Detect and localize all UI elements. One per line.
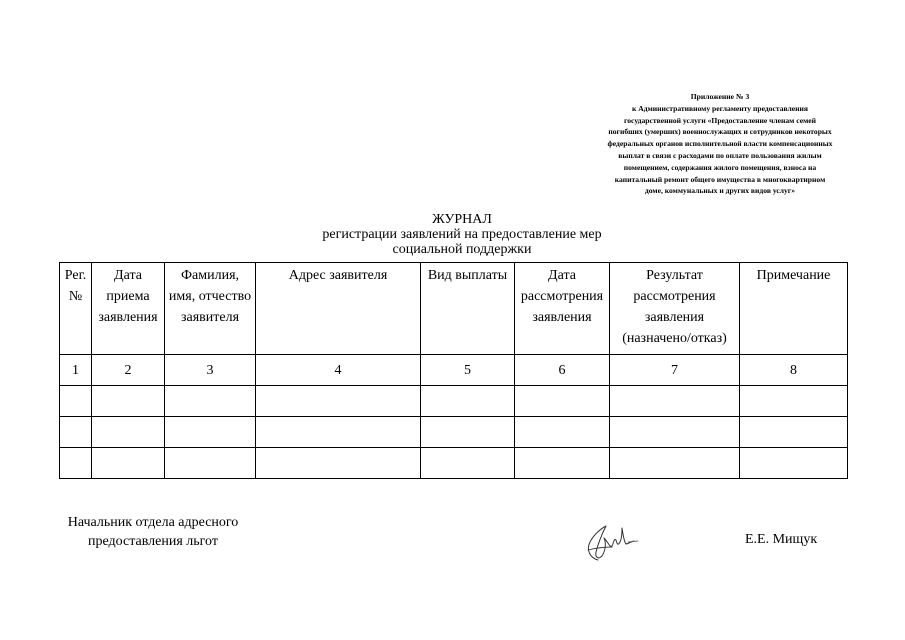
appendix-note: [560, 91, 880, 197]
appendix-line: доме, коммунальных и других видов услуг»: [644, 186, 796, 196]
appendix-line: государственной услуги «Предоставление членам семей: [624, 115, 816, 125]
column-header-address: Адрес заявителя: [256, 263, 421, 355]
appendix-line: к Административному регламенту предоставления: [632, 103, 808, 113]
table-cell: [92, 386, 165, 417]
table-cell: [92, 417, 165, 448]
table-cell: [165, 417, 256, 448]
table-cell: [421, 448, 515, 479]
column-number: 5: [421, 355, 515, 386]
column-header-note: Примечание: [740, 263, 848, 355]
column-header-date-received: Дата приема заявления: [92, 263, 165, 355]
column-header-reg-no: Рег. №: [60, 263, 92, 355]
table-cell: [256, 417, 421, 448]
column-number: 4: [256, 355, 421, 386]
table-cell: [60, 448, 92, 479]
table-cell: [740, 386, 848, 417]
table-cell: [610, 417, 740, 448]
appendix-line: погибших (умерших) военнослужащих и сотрудников некоторых: [608, 127, 832, 137]
column-number: 3: [165, 355, 256, 386]
table-cell: [515, 386, 610, 417]
table-cell: [515, 448, 610, 479]
table-cell: [740, 417, 848, 448]
column-number: 8: [740, 355, 848, 386]
table-cell: [165, 386, 256, 417]
table-cell: [60, 386, 92, 417]
position-line: предоставления льгот: [88, 534, 218, 549]
table-cell: [421, 386, 515, 417]
journal-subtitle: регистрации заявлений на предоставление мер: [322, 227, 602, 242]
column-number-row: [60, 355, 848, 386]
position-line: Начальник отдела адресного: [67, 515, 239, 530]
table-header-row: [60, 263, 848, 355]
column-header-full-name: Фамилия, имя, отчество заявителя: [165, 263, 256, 355]
column-number: 7: [610, 355, 740, 386]
column-number: 1: [60, 355, 92, 386]
column-number: 2: [92, 355, 165, 386]
table-cell: [610, 448, 740, 479]
table-cell: [515, 417, 610, 448]
table-row: [60, 417, 848, 448]
table-cell: [421, 417, 515, 448]
signatory-name: Е.Е. Мищук: [745, 532, 818, 547]
table-cell: [60, 417, 92, 448]
signatory-position: [58, 513, 248, 551]
column-header-payment-type: Вид выплаты: [421, 263, 515, 355]
journal-title: ЖУРНАЛ: [432, 212, 492, 227]
table-cell: [610, 386, 740, 417]
column-header-review-result: Результат рассмотрения заявления (назначено/отказ): [610, 263, 740, 355]
handwritten-signature: [582, 520, 642, 564]
appendix-line: выплат в связи с расходами по оплате пользования жилым: [618, 150, 822, 160]
appendix-line: федеральных органов исполнительной власти компенсационных: [607, 139, 833, 149]
table-cell: [165, 448, 256, 479]
column-number: 6: [515, 355, 610, 386]
table-row: [60, 448, 848, 479]
column-header-review-date: Дата рассмотрения заявления: [515, 263, 610, 355]
table-cell: [92, 448, 165, 479]
journal-heading: [262, 212, 662, 257]
registration-table: [59, 262, 848, 479]
journal-subtitle: социальной поддержки: [392, 242, 532, 257]
table-cell: [256, 386, 421, 417]
table-cell: [256, 448, 421, 479]
appendix-line: помещением, содержания жилого помещения, взноса на: [623, 162, 817, 172]
appendix-line: капитальный ремонт общего имущества в многоквартирном: [614, 174, 826, 184]
appendix-title: Приложение № 3: [690, 92, 750, 101]
table-cell: [740, 448, 848, 479]
table-row: [60, 386, 848, 417]
